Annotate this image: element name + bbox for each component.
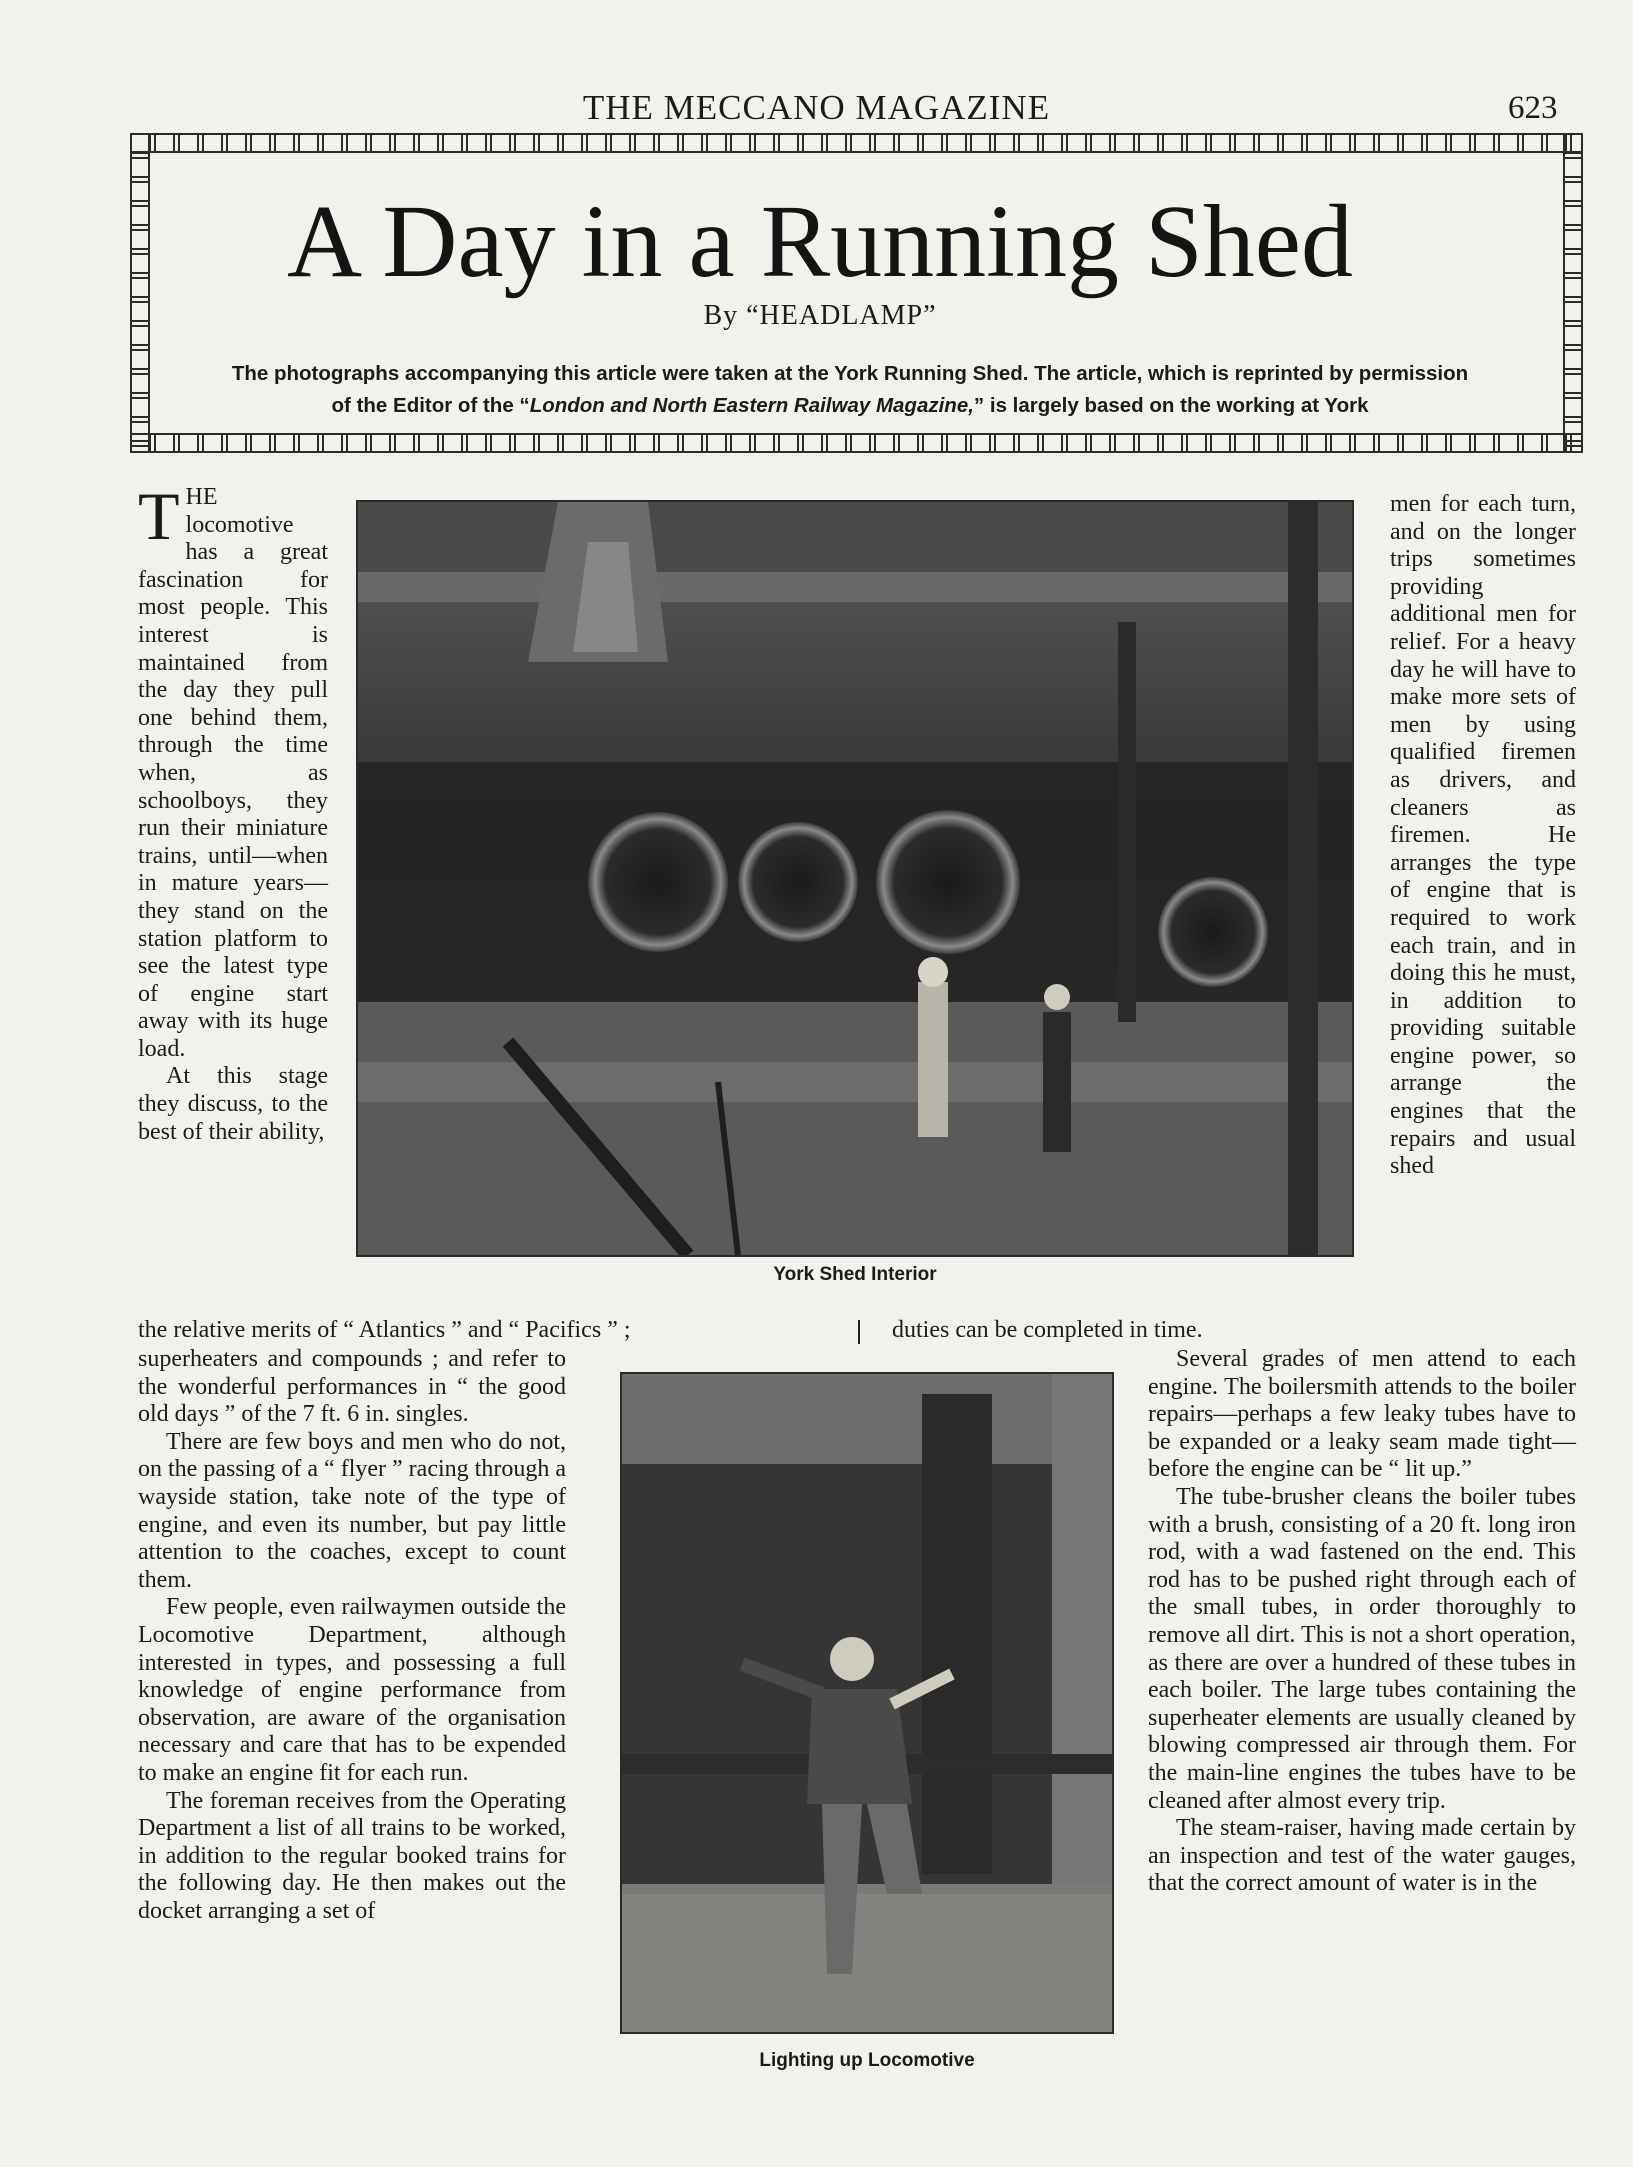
paragraph-few-people: Few people, even railwaymen outside the Locomotive Department, although interested in types, and possessing a full knowledge of engine performance from observation, are aware of the organisation necessary and care that has to be expended to make an engine fit for each run. <box>138 1594 566 1786</box>
full-width-line-left: the relative merits of “ Atlantics ” and “ Pacifics ” ; <box>138 1317 631 1343</box>
title-box-border-top <box>130 133 1583 153</box>
article-title: A Day in a Running Shed <box>287 184 1353 299</box>
article-right-column-bottom <box>1148 1346 1576 1898</box>
paragraph-superheaters: superheaters and compounds ; and refer to the wonderful performances in “ the good old days ” of the 7 ft. 6 in. singles. <box>138 1346 566 1428</box>
opening-paragraph <box>138 478 328 1063</box>
paragraph-steam-raiser: The steam-raiser, having made certain by an inspection and test of the water gauges, that the correct amount of water is in the <box>1148 1815 1576 1897</box>
title-box-border-bottom <box>130 433 1583 453</box>
column-divider-mark <box>858 1320 860 1344</box>
article-left-column-top <box>138 478 328 1146</box>
paragraph-few-boys: There are few boys and men who do not, on the passing of a “ flyer ” racing through a wayside station, take note of the type of engine, and even its number, but pay little attention to the coaches, except to count them. <box>138 1428 566 1593</box>
paragraph-this-stage: At this stage they discuss, to the best of their ability, <box>138 1063 328 1145</box>
opening-text: HE locomotive has a great fascination for most people. This interest is maintained from the day they pull one behind them, through the time when, as schoolboys, they run their miniature trains, until—when in mature years—they stand on the station platform to see the latest type of engine start away with its huge load. <box>138 484 328 1062</box>
paragraph-foreman: The foreman receives from the Operating Department a list of all trains to be worked, in addition to the regular booked trains for the following day. He then makes out the docket arranging a set of <box>138 1787 566 1924</box>
shed-interior-illustration <box>358 502 1352 1255</box>
intro-note <box>160 358 1540 422</box>
figure-caption-lighting-up: Lighting up Locomotive <box>759 2050 975 2071</box>
locomotive-illustration <box>622 1374 1112 2032</box>
photo-lighting-up-locomotive <box>620 1372 1114 2034</box>
full-width-line-right: duties can be completed in time. <box>892 1317 1203 1343</box>
intro-line-2-post: ” is largely based on the working at York <box>973 394 1369 417</box>
paragraph-tube-brusher: The tube-brusher cleans the boiler tubes with a brush, consisting of a 20 ft. long iron rod, with a wad fastened on the end. This rod has to be pushed right through each of the small tubes, in order thoroughly to remove all dirt. This is not a short operation, as there are over a hundred of these tubes in each boiler. The large tubes containing the superheater elements are usually cleaned by blowing compressed air through them. For the main-line engines the tubes have to be cleaned after almost every trip. <box>1148 1483 1576 1814</box>
byline: By “HEADLAMP” <box>703 300 937 331</box>
photo-york-shed-interior <box>356 500 1354 1257</box>
intro-line-2-pre: of the Editor of the “ <box>331 394 530 417</box>
intro-line-2 <box>160 390 1540 422</box>
article-left-column-bottom <box>138 1346 566 1925</box>
intro-magazine-name: London and North Eastern Railway Magazine, <box>529 394 974 417</box>
intro-line-1: The photographs accompanying this article were taken at the York Running Shed. The article, which is reprinted by permission <box>231 362 1469 385</box>
title-box-border-right <box>1563 133 1583 453</box>
article-right-column-top <box>1390 491 1576 1181</box>
paragraph-several-grades: Several grades of men attend to each engine. The boilersmith attends to the boiler repairs—perhaps a few leaky tubes have to be expanded or a leaky seam made tight—before the engine can be “ lit up.” <box>1148 1346 1576 1483</box>
running-head: THE MECCANO MAGAZINE <box>582 88 1051 127</box>
drop-cap: T <box>138 478 180 554</box>
page-number: 623 <box>1508 90 1558 126</box>
figure-caption-york-shed: York Shed Interior <box>773 1264 937 1285</box>
paragraph-foreman-continued: men for each turn, and on the longer trips sometimes providing additional men for relief. For a heavy day he will have to make more sets of men by using qualified firemen as drivers, and cleaners as firemen. He arranges the type of engine that is required to work each train, and in doing this he must, in addition to providing suitable engine power, so arrange the engines that the repairs and usual shed <box>1390 491 1576 1180</box>
